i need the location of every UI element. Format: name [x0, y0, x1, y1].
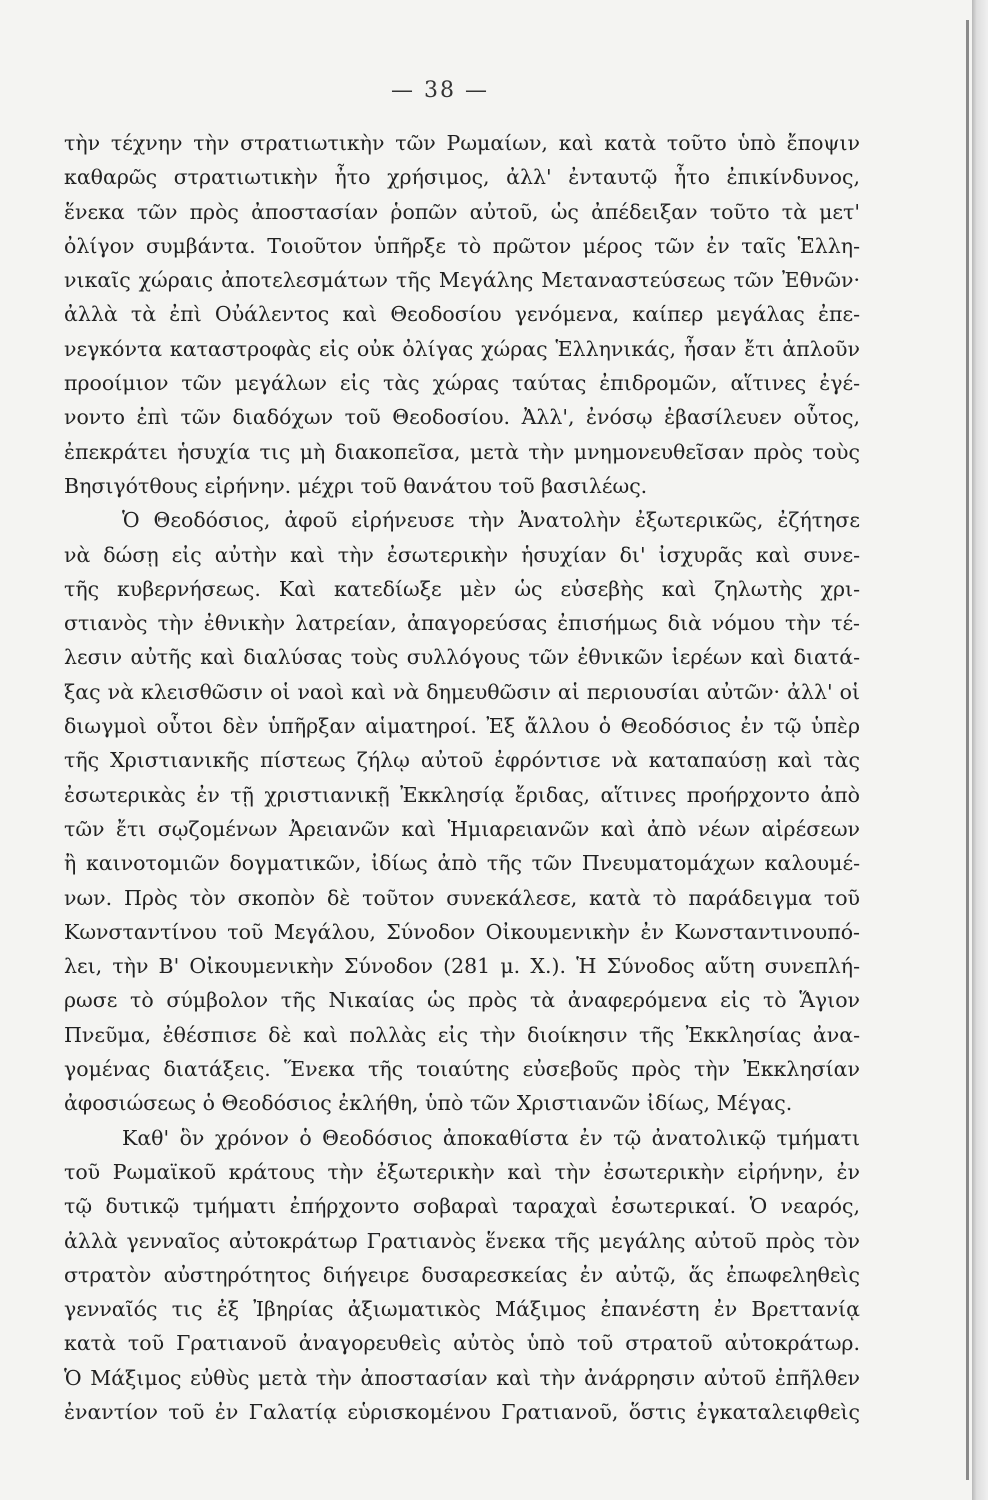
- text-line: διωγμοὶ οὗτοι δὲν ὑπῆρξαν αἱματηροί. Ἐξ ἄλλου ὁ Θεοδόσιος ἐν τῷ ὑπὲρ: [64, 714, 860, 739]
- text-line: ὀλίγον συμβάντα. Τοιοῦτον ὑπῆρξε τὸ πρῶτον μέρος τῶν ἐν ταῖς Ἑλλη-: [64, 233, 860, 258]
- text-line: Πνεῦμα, ἐθέσπισε δὲ καὶ πολλὰς εἰς τὴν διοίκησιν τῆς Ἐκκλησίας ἀνα-: [64, 1022, 860, 1047]
- text-line: λεσιν αὐτῆς καὶ διαλύσας τοὺς συλλόγους τῶν ἐθνικῶν ἱερέων καὶ διατά-: [64, 645, 860, 670]
- text-line: Ὁ Μάξιμος εὐθὺς μετὰ τὴν ἀποστασίαν καὶ τὴν ἀνάρρησιν αὐτοῦ ἐπῆλθεν: [64, 1365, 860, 1390]
- text-line: τοῦ Ρωμαϊκοῦ κράτους τὴν ἐξωτερικὴν καὶ τὴν ἐσωτερικὴν εἰρήνην, ἐν: [64, 1159, 860, 1184]
- text-line: ἕνεκα τῶν πρὸς ἀποστασίαν ῥοπῶν αὐτοῦ, ὡς ἀπέδειξαν τοῦτο τὰ μετ': [64, 199, 860, 224]
- text-line: τὴν τέχνην τὴν στρατιωτικὴν τῶν Ρωμαίων, καὶ κατὰ τοῦτο ὑπὸ ἔποψιν: [64, 131, 860, 155]
- text-line: κατὰ τοῦ Γρατιανοῦ ἀναγορευθεὶς αὐτὸς ὑπὸ τοῦ στρατοῦ αὐτοκράτωρ.: [64, 1331, 860, 1356]
- text-line: Βησιγότθους εἰρήνην. μέχρι τοῦ θανάτου τοῦ βασιλέως.: [64, 473, 648, 498]
- text-line: νεγκόντα καταστροφὰς εἰς οὐκ ὀλίγας χώρας Ἑλληνικάς, ἦσαν ἔτι ἁπλοῦν: [64, 336, 860, 361]
- text-line: νικαῖς χώραις ἀποτελεσμάτων τῆς Μεγάλης Μεταναστεύσεως τῶν Ἐθνῶν·: [64, 268, 860, 293]
- text-line: γενναῖός τις ἐξ Ἰβηρίας ἀξιωματικὸς Μάξιμος ἐπανέστη ἐν Βρεττανίᾳ: [64, 1297, 860, 1322]
- text-line: ἐπεκράτει ἡσυχία τις μὴ διακοπεῖσα, μετὰ τὴν μνημονευθεῖσαν πρὸς τοὺς: [64, 439, 860, 464]
- page-edge-shadow: [972, 0, 988, 1500]
- text-line: Κωνσταντίνου τοῦ Μεγάλου, Σύνοδον Οἰκουμενικὴν ἐν Κωνσταντινουπό-: [64, 919, 860, 944]
- text-line: ἀλλὰ γενναῖος αὐτοκράτωρ Γρατιανὸς ἕνεκα τῆς μεγάλης αὐτοῦ πρὸς τὸν: [64, 1228, 860, 1253]
- text-line: προοίμιον τῶν μεγάλων εἰς τὰς χώρας ταύτας ἐπιδρομῶν, αἵτινες ἐγέ-: [64, 371, 860, 396]
- body-text: [64, 126, 860, 1429]
- text-line: τῆς Χριστιανικῆς πίστεως ζήλῳ αὐτοῦ ἐφρόντισε νὰ καταπαύσῃ καὶ τὰς: [64, 748, 860, 773]
- text-line: γομένας διατάξεις. Ἕνεκα τῆς τοιαύτης εὐσεβοῦς πρὸς τὴν Ἐκκλησίαν: [64, 1057, 860, 1082]
- text-line: ξας νὰ κλεισθῶσιν οἱ ναοὶ καὶ νὰ δημευθῶσιν αἱ περιουσίαι αὐτῶν· ἀλλ' οἱ: [64, 679, 860, 704]
- text-line: ἀλλὰ τὰ ἐπὶ Οὐάλεντος καὶ Θεοδοσίου γενόμενα, καίπερ μεγάλας ἐπε-: [64, 302, 860, 327]
- text-line: ἐναντίον τοῦ ἐν Γαλατίᾳ εὑρισκομένου Γρατιανοῦ, ὅστις ἐγκαταλειφθεὶς: [64, 1399, 860, 1424]
- page-edge-line: [966, 20, 969, 1480]
- text-line: ἀφοσιώσεως ὁ Θεοδόσιος ἐκλήθη, ὑπὸ τῶν Χριστιανῶν ἰδίως, Μέγας.: [64, 1091, 793, 1116]
- text-line: νοντο ἐπὶ τῶν διαδόχων τοῦ Θεοδοσίου. Ἀλλ', ἐνόσῳ ἐβασίλευεν οὗτος,: [64, 405, 860, 430]
- text-line: Καθ' ὃν χρόνον ὁ Θεοδόσιος ἀποκαθίστα ἐν τῷ ἀνατολικῷ τμήματι: [122, 1125, 860, 1150]
- text-line: ἢ καινοτομιῶν δογματικῶν, ἰδίως ἀπὸ τῆς τῶν Πνευματομάχων καλουμέ-: [64, 851, 860, 876]
- text-line: τῷ δυτικῷ τμήματι ἐπήρχοντο σοβαραὶ ταραχαὶ ἐσωτερικαί. Ὁ νεαρός,: [64, 1194, 860, 1219]
- text-line: ἐσωτερικὰς ἐν τῇ χριστιανικῇ Ἐκκλησίᾳ ἔριδας, αἵτινες προήρχοντο ἀπὸ: [64, 782, 860, 807]
- text-line: τῶν ἔτι σῳζομένων Ἀρειανῶν καὶ Ἡμιαρειανῶν καὶ ἀπὸ νέων αἱρέσεων: [64, 816, 860, 841]
- text-line: ρωσε τὸ σύμβολον τῆς Νικαίας ὡς πρὸς τὰ ἀναφερόμενα εἰς τὸ Ἅγιον: [64, 988, 860, 1013]
- text-line: λει, τὴν Β' Οἰκουμενικὴν Σύνοδον (281 μ. Χ.). Ἡ Σύνοδος αὕτη συνεπλή-: [64, 954, 860, 979]
- text-line: νὰ δώσῃ εἰς αὐτὴν καὶ τὴν ἐσωτερικὴν ἡσυχίαν δι' ἰσχυρᾶς καὶ συνε-: [64, 542, 860, 567]
- text-line: στρατὸν αὐστηρότητος διήγειρε δυσαρεσκείας ἐν αὐτῷ, ἅς ἐπωφεληθεὶς: [64, 1262, 860, 1287]
- text-line: καθαρῶς στρατιωτικὴν ἦτο χρήσιμος, ἀλλ' ἐνταυτῷ ἦτο ἐπικίνδυνος,: [64, 165, 860, 190]
- text-line: στιανὸς τὴν ἐθνικὴν λατρείαν, ἀπαγορεύσας ἐπισήμως διὰ νόμου τὴν τέ-: [64, 611, 860, 636]
- text-line: τῆς κυβερνήσεως. Καὶ κατεδίωξε μὲν ὡς εὐσεβὴς καὶ ζηλωτὴς χρι-: [64, 576, 860, 601]
- text-line: Ὁ Θεοδόσιος, ἀφοῦ εἰρήνευσε τὴν Ἀνατολὴν ἐξωτερικῶς, ἐζήτησε: [122, 508, 860, 533]
- page-number: — 38 —: [391, 78, 489, 103]
- text-line: νων. Πρὸς τὸν σκοπὸν δὲ τοῦτον συνεκάλεσε, κατὰ τὸ παράδειγμα τοῦ: [64, 885, 860, 910]
